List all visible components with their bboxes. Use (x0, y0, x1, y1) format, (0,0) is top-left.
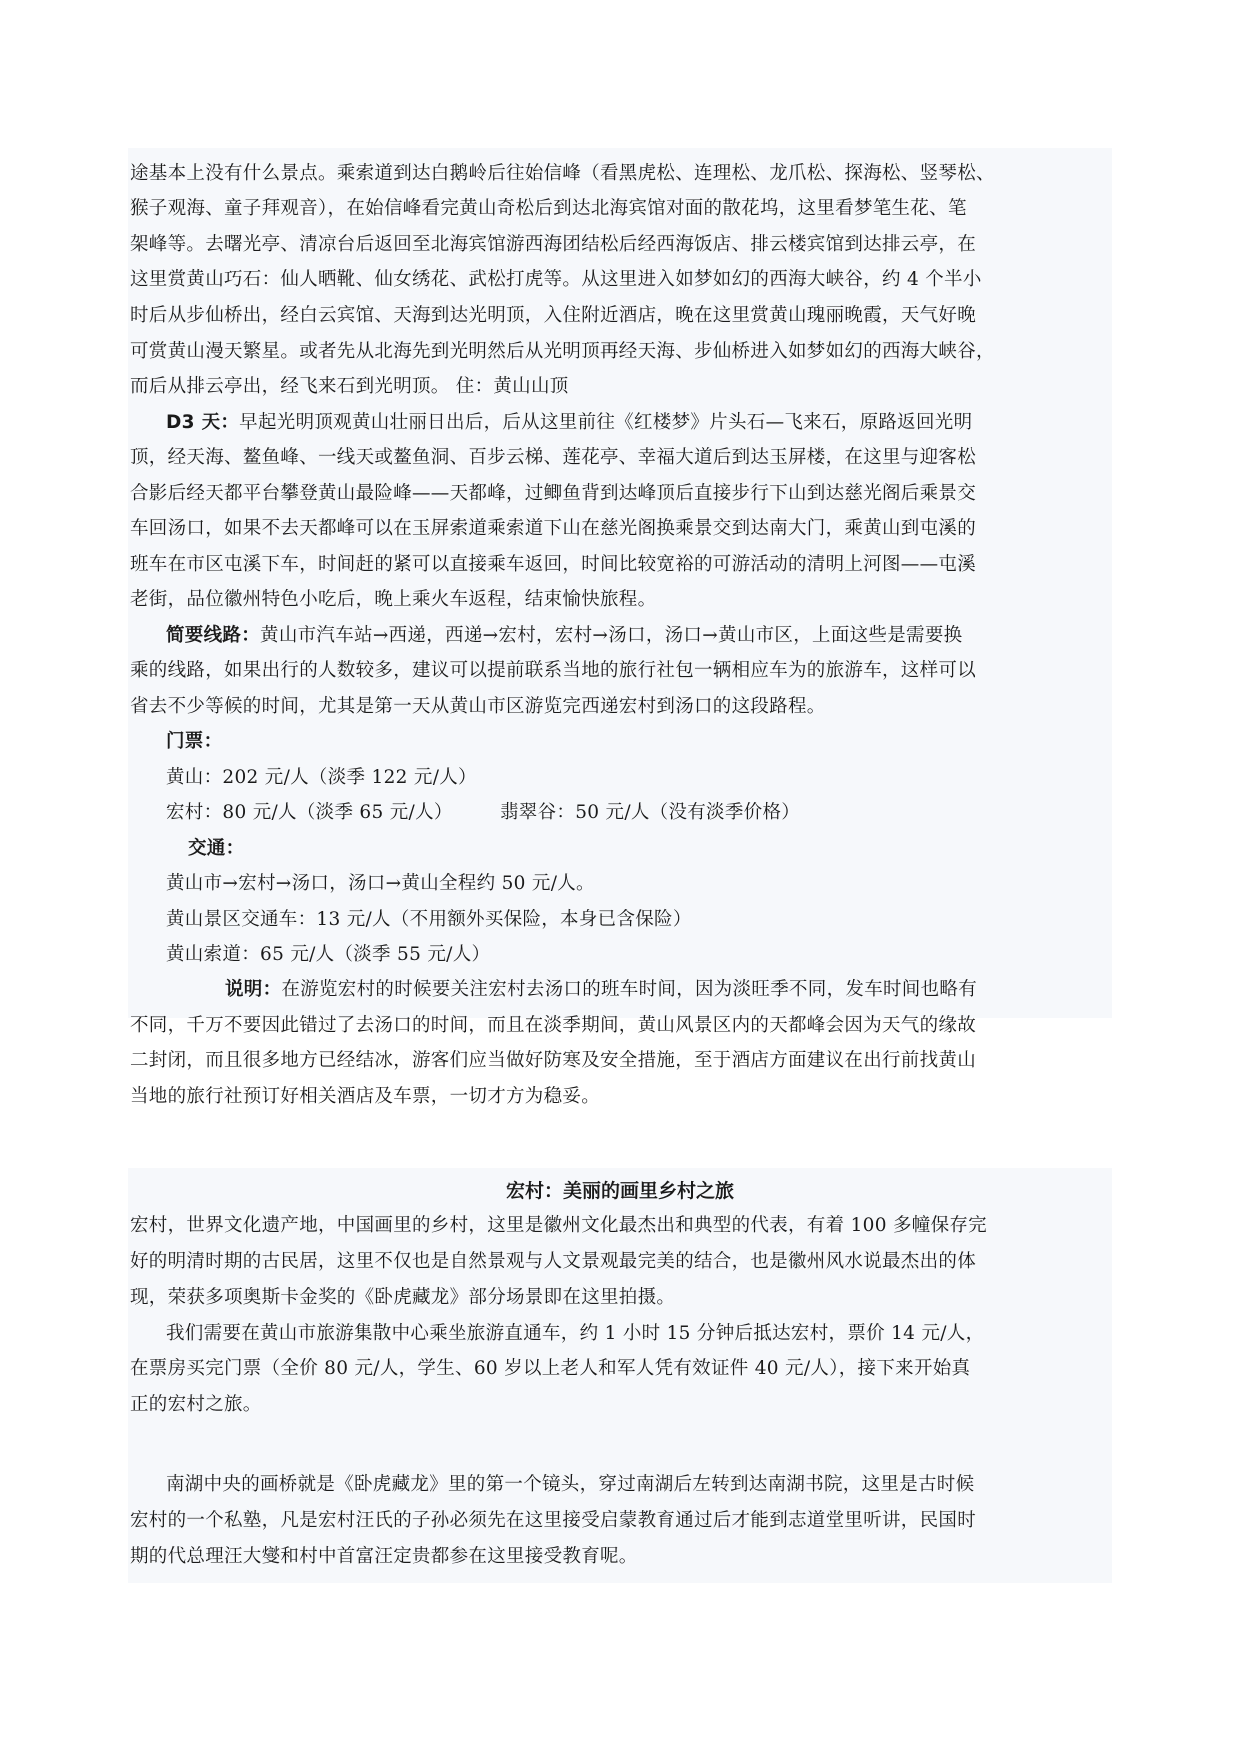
text-line: 省去不少等候的时间，尤其是第一天从黄山市区游览完西递宏村到汤口的这段路程。 (130, 696, 826, 717)
text-line: 现，荣获多项奥斯卡金奖的《卧虎藏龙》部分场景即在这里拍摄。 (130, 1287, 676, 1308)
text-line: 班车在市区屯溪下车，时间赶的紧可以直接乘车返回，时间比较宽裕的可游活动的清明上河图——屯溪 (130, 554, 977, 575)
day3-label: D3 天： (166, 412, 240, 433)
route-label: 简要线路： (166, 625, 261, 646)
transport-label: 交通： (188, 838, 245, 859)
text-line: 正的宏村之旅。 (130, 1394, 262, 1415)
ticket-hongcun: 宏村：80 元/人（淡季 65 元/人） (166, 802, 453, 823)
text-line: 猴子观海、童子拜观音），在始信峰看完黄山奇松后到达北海宾馆对面的散花坞，这里看梦笔生花、笔 (130, 198, 967, 219)
text-line: 好的明清时期的古民居，这里不仅也是自然景观与人文景观最完美的结合，也是徽州风水说最杰出的体 (130, 1251, 977, 1272)
text-line: 宏村，世界文化遗产地，中国画里的乡村，这里是徽州文化最杰出和典型的代表，有着 100 多幢保存完 (130, 1215, 987, 1236)
text-line: 车回汤口，如果不去天都峰可以在玉屏索道乘索道下山在慈光阁换乘景交到达南大门，乘黄山到屯溪的 (130, 518, 977, 539)
text-line: 这里赏黄山巧石：仙人晒靴、仙女绣花、武松打虎等。从这里进入如梦如幻的西海大峡谷，约 4 个半小 (130, 269, 982, 290)
text-line (166, 411, 972, 435)
text-line: 期的代总理汪大燮和村中首富汪定贵都参在这里接受教育呢。 (130, 1546, 638, 1567)
ticket-huangshan: 黄山：202 元/人（淡季 122 元/人） (166, 767, 477, 788)
text-line: 途基本上没有什么景点。乘索道到达白鹅岭后往始信峰（看黑虎松、连理松、龙爪松、探海松、竖琴松、 (130, 163, 995, 184)
text-line: 宏村的一个私塾，凡是宏村汪氏的子孙必须先在这里接受启蒙教育通过后才能到志道堂里听讲，民国时 (130, 1510, 977, 1531)
section-title: 宏村：美丽的画里乡村之旅 (505, 1180, 734, 1202)
day3-text: 早起光明顶观黄山壮丽日出后，后从这里前往《红楼梦》片头石—飞来石，原路返回光明 (239, 412, 973, 433)
note-label: 说明： (225, 979, 282, 1000)
text-line: 而后从排云亭出，经飞来石到光明顶。 住：黄山山顶 (130, 376, 569, 397)
text-line: 在票房买完门票（全价 80 元/人，学生、60 岁以上老人和军人凭有效证件 40 元/人），接下来开始真 (130, 1358, 971, 1379)
transport-line: 黄山市→宏村→汤口，汤口→黄山全程约 50 元/人。 (166, 873, 595, 894)
text-line: 架峰等。去曙光亭、清凉台后返回至北海宾馆游西海团结松后经西海饭店、排云楼宾馆到达排云亭，在 (130, 234, 977, 255)
ticket-feicuigu: 翡翠谷：50 元/人（没有淡季价格） (500, 802, 801, 823)
text-line: 二封闭，而且很多地方已经结冰，游客们应当做好防寒及安全措施，至于酒店方面建议在出行前找黄山 (130, 1050, 977, 1071)
text-line (166, 624, 962, 648)
text-line: 当地的旅行社预订好相关酒店及车票，一切才方为稳妥。 (130, 1086, 601, 1107)
tickets-label: 门票： (166, 731, 223, 752)
text-line: 合影后经天都平台攀登黄山最险峰——天都峰，过鲫鱼背到达峰顶后直接步行下山到达慈光阁后乘景交 (130, 483, 977, 504)
transport-line: 黄山景区交通车：13 元/人（不用额外买保险，本身已含保险） (166, 909, 692, 930)
text-line (225, 978, 977, 1002)
text-line: 老街，品位徽州特色小吃后，晚上乘火车返程，结束愉快旅程。 (130, 589, 657, 610)
text-line: 不同，千万不要因此错过了去汤口的时间，而且在淡季期间，黄山风景区内的天都峰会因为天气的缘故 (130, 1015, 977, 1036)
text-line: 我们需要在黄山市旅游集散中心乘坐旅游直通车，约 1 小时 15 分钟后抵达宏村，票价 14 元/人， (166, 1323, 985, 1344)
note-text: 在游览宏村的时候要关注宏村去汤口的班车时间，因为淡旺季不同，发车时间也略有 (281, 979, 978, 1000)
text-line: 乘的线路，如果出行的人数较多，建议可以提前联系当地的旅行社包一辆相应车为的旅游车，这样可以 (130, 660, 977, 681)
text-line: 可赏黄山漫天繁星。或者先从北海先到光明然后从光明顶再经天海、步仙桥进入如梦如幻的西海大峡谷， (130, 341, 995, 362)
transport-line: 黄山索道：65 元/人（淡季 55 元/人） (166, 944, 491, 965)
text-line: 时后从步仙桥出，经白云宾馆、天海到达光明顶，入住附近酒店，晚在这里赏黄山瑰丽晚霞，天气好晚 (130, 305, 977, 326)
text-line: 南湖中央的画桥就是《卧虎藏龙》里的第一个镜头，穿过南湖后左转到达南湖书院，这里是古时候 (166, 1474, 975, 1495)
route-text: 黄山市汽车站→西递，西递→宏村，宏村→汤口，汤口→黄山市区，上面这些是需要换 (260, 625, 963, 646)
text-line: 顶，经天海、鳌鱼峰、一线天或鳌鱼洞、百步云梯、莲花亭、幸福大道后到达玉屏楼，在这里与迎客松 (130, 447, 977, 468)
